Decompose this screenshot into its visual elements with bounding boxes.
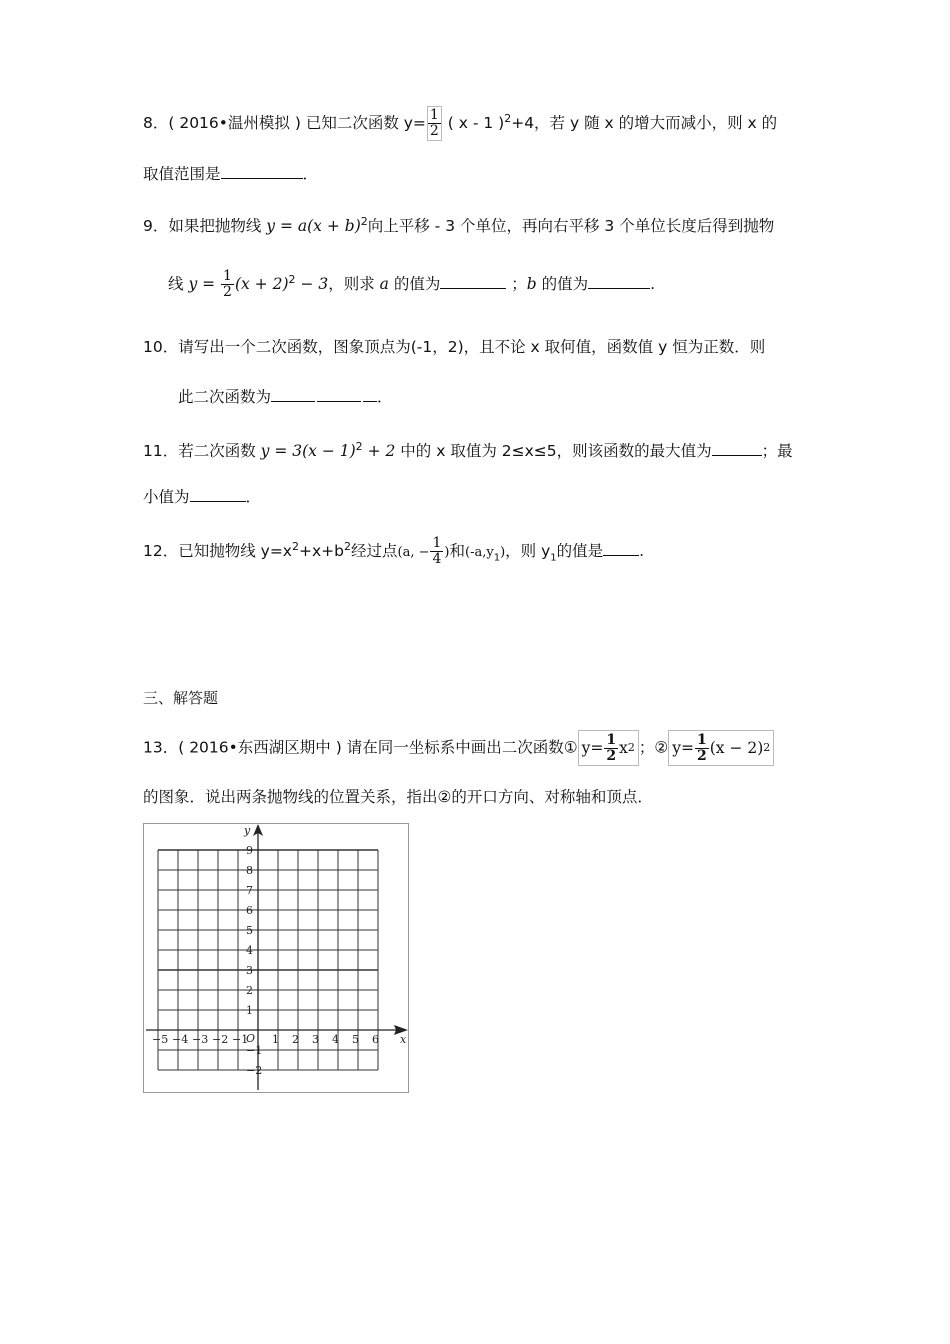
q9-expression-2: (x + 2): [234, 275, 289, 294]
q13-sep: ；②: [638, 738, 669, 757]
q12-text-4: ，则 y: [505, 542, 551, 561]
q13-f2-exp: 2: [763, 741, 771, 754]
q9-exponent: 2: [360, 215, 368, 228]
q12-point1-fraction: [430, 536, 443, 567]
q12-point1-close: ): [444, 545, 450, 561]
origin-label: O: [246, 1032, 256, 1045]
q13-function-1: [578, 730, 639, 766]
q9-sep: ；: [506, 275, 527, 294]
q9-frac-den: 2: [223, 284, 232, 301]
q9-exponent-2: 2: [288, 273, 296, 286]
q13-f1-x: x: [619, 739, 628, 757]
q8-exponent: 2: [504, 111, 512, 125]
x-tick-label: −2: [212, 1033, 229, 1046]
q13-text: 13．( 2016•东西湖区期中 ) 请在同一坐标系中画出二次函数①: [143, 738, 578, 757]
q10-end: ．: [377, 388, 393, 406]
y-tick-label: 9: [246, 844, 253, 857]
q12-point1-open: (a, −: [397, 545, 430, 561]
q13-function-2: [668, 730, 774, 766]
q11-line2-text: 小值为: [143, 488, 190, 506]
q8-frac-num: 1: [429, 107, 439, 123]
x-tick-label: −4: [172, 1033, 189, 1046]
q11-answer-blank-max[interactable]: [712, 440, 762, 456]
q9-answer-blank-b[interactable]: [588, 273, 650, 289]
q9-var-b: b: [526, 275, 537, 294]
q11-exponent: 2: [355, 440, 363, 453]
q8-text-3: +4，若 y 随 x 的增大而减小，则 x 的: [511, 114, 778, 132]
q12-and: 和: [449, 542, 465, 561]
q12-point2: (-a,y: [465, 545, 494, 561]
q9-line2-start: 线: [168, 275, 189, 294]
x-tick-label: 5: [352, 1033, 359, 1046]
y-tick-label: 1: [246, 1004, 253, 1017]
q9-line2: [168, 268, 655, 300]
q12-end: .: [639, 542, 645, 561]
q10-line2: [178, 385, 393, 409]
q13-f2-y: y=: [672, 739, 694, 757]
q12-line1: [143, 535, 644, 570]
q9-mid2: 的值为: [388, 275, 441, 294]
q11-text-3: ；最: [761, 442, 793, 461]
q9-text: 9．如果把抛物线: [143, 217, 267, 236]
y-tick-label: −1: [246, 1044, 263, 1057]
q11-expression-tail: + 2: [362, 442, 396, 461]
q12-answer-blank[interactable]: [603, 540, 639, 556]
y-tick-label: 3: [246, 964, 253, 977]
q12-text: 12．已知抛物线 y=x: [143, 542, 292, 561]
q8-frac-den: 2: [429, 123, 439, 139]
q9-var-a: a: [379, 275, 389, 294]
y-tick-label: 6: [246, 904, 253, 917]
x-tick-label: −1: [232, 1033, 249, 1046]
q11-line1: [143, 435, 793, 463]
q12-text-5: 的值是: [556, 542, 604, 561]
y-tick-label: 7: [246, 884, 253, 897]
q11-answer-blank-min[interactable]: [190, 486, 246, 502]
q12-frac-num: 1: [432, 535, 442, 552]
y-tick-label: 4: [246, 944, 253, 957]
x-tick-label: 3: [312, 1033, 319, 1046]
q10-text: 10．请写出一个二次函数，图象顶点为(-1，2)，且不论 x 取何值，函数值 y 恒为正数．则: [143, 338, 766, 356]
y-tick-label: 2: [246, 984, 253, 997]
q8-line2-text: 取值范围是: [143, 165, 221, 183]
q9-mid1: ，则求: [328, 275, 380, 294]
q8-text-2: ( x - 1 ): [442, 114, 505, 132]
q10-answer-blank-3[interactable]: [363, 386, 377, 402]
x-tick-label: 4: [332, 1033, 339, 1046]
q9-expression-tail: − 3: [295, 275, 329, 294]
q9-answer-blank-a[interactable]: [440, 273, 506, 289]
y-tick-label: −2: [246, 1064, 263, 1077]
q9-expression: y = a(x + b): [266, 217, 361, 236]
y-axis-label: y: [244, 824, 251, 837]
q13-line2-text: 的图象．说出两条抛物线的位置关系，指出②的开口方向、对称轴和顶点．: [143, 788, 653, 806]
x-tick-label: −5: [152, 1033, 169, 1046]
q9-fraction: [221, 269, 234, 300]
q12-text-3: 经过点: [350, 542, 398, 561]
q12-y-sub: 1: [550, 552, 557, 564]
q12-exp-2: 2: [343, 540, 351, 553]
q11-text: 11．若二次函数: [143, 442, 261, 461]
coordinate-grid-box: [143, 823, 409, 1093]
q13-f2-den: 2: [697, 747, 707, 764]
q13-f1-den: 2: [606, 747, 617, 764]
q9-end: .: [650, 275, 656, 294]
q8-line2: [143, 162, 318, 186]
q11-line2: [143, 485, 261, 509]
q9-y-eq: y =: [188, 275, 221, 294]
q9-line1: [143, 210, 774, 238]
q12-point2-sub: 1: [493, 552, 501, 564]
q8-line1: [143, 106, 777, 141]
q11-text-2: 中的 x 取值为 2≤x≤5，则该函数的最大值为: [395, 442, 712, 461]
q10-line1: [143, 335, 765, 359]
q13-f1-num: 1: [606, 731, 617, 748]
q10-answer-blank-2[interactable]: [317, 386, 361, 402]
q9-frac-num: 1: [223, 268, 232, 285]
q11-expression: y = 3(x − 1): [260, 442, 356, 461]
q8-end: ．: [302, 165, 319, 183]
q11-end: ．: [245, 488, 262, 506]
q13-f1-fraction: [604, 733, 618, 764]
q13-f2-x: (x − 2): [709, 739, 764, 757]
q10-answer-blank-1[interactable]: [271, 386, 315, 402]
x-tick-label: 2: [292, 1033, 299, 1046]
q9-mid3: 的值为: [536, 275, 589, 294]
x-axis-label: x: [400, 1033, 407, 1046]
y-tick-label: 8: [246, 864, 253, 877]
q12-frac-den: 4: [432, 551, 442, 568]
q8-fraction: [427, 106, 442, 141]
x-tick-label: 1: [272, 1033, 279, 1046]
y-tick-label: 5: [246, 924, 253, 937]
q13-line1: [143, 730, 774, 766]
q13-f1-exp: 2: [627, 741, 635, 754]
q10-line2-text: 此二次函数为: [178, 388, 272, 406]
coordinate-grid[interactable]: [144, 824, 408, 1092]
q12-text-2: +x+b: [298, 542, 344, 561]
x-tick-label: −3: [192, 1033, 209, 1046]
q9-text-2: 向上平移 - 3 个单位，再向右平移 3 个单位长度后得到抛物: [367, 217, 775, 236]
section-heading: 三、解答题: [143, 689, 219, 707]
q13-f1-y: y=: [581, 739, 604, 757]
q13-line2: [143, 785, 653, 809]
x-tick-label: 6: [372, 1033, 379, 1046]
q12-point2-close: ): [500, 545, 506, 561]
q8-text: 8．( 2016•温州模拟 ) 已知二次函数 y=: [143, 114, 426, 132]
q8-answer-blank[interactable]: [221, 163, 303, 179]
q13-f2-num: 1: [697, 731, 707, 748]
q13-f2-fraction: [695, 733, 709, 764]
q12-exp-1: 2: [291, 540, 299, 553]
